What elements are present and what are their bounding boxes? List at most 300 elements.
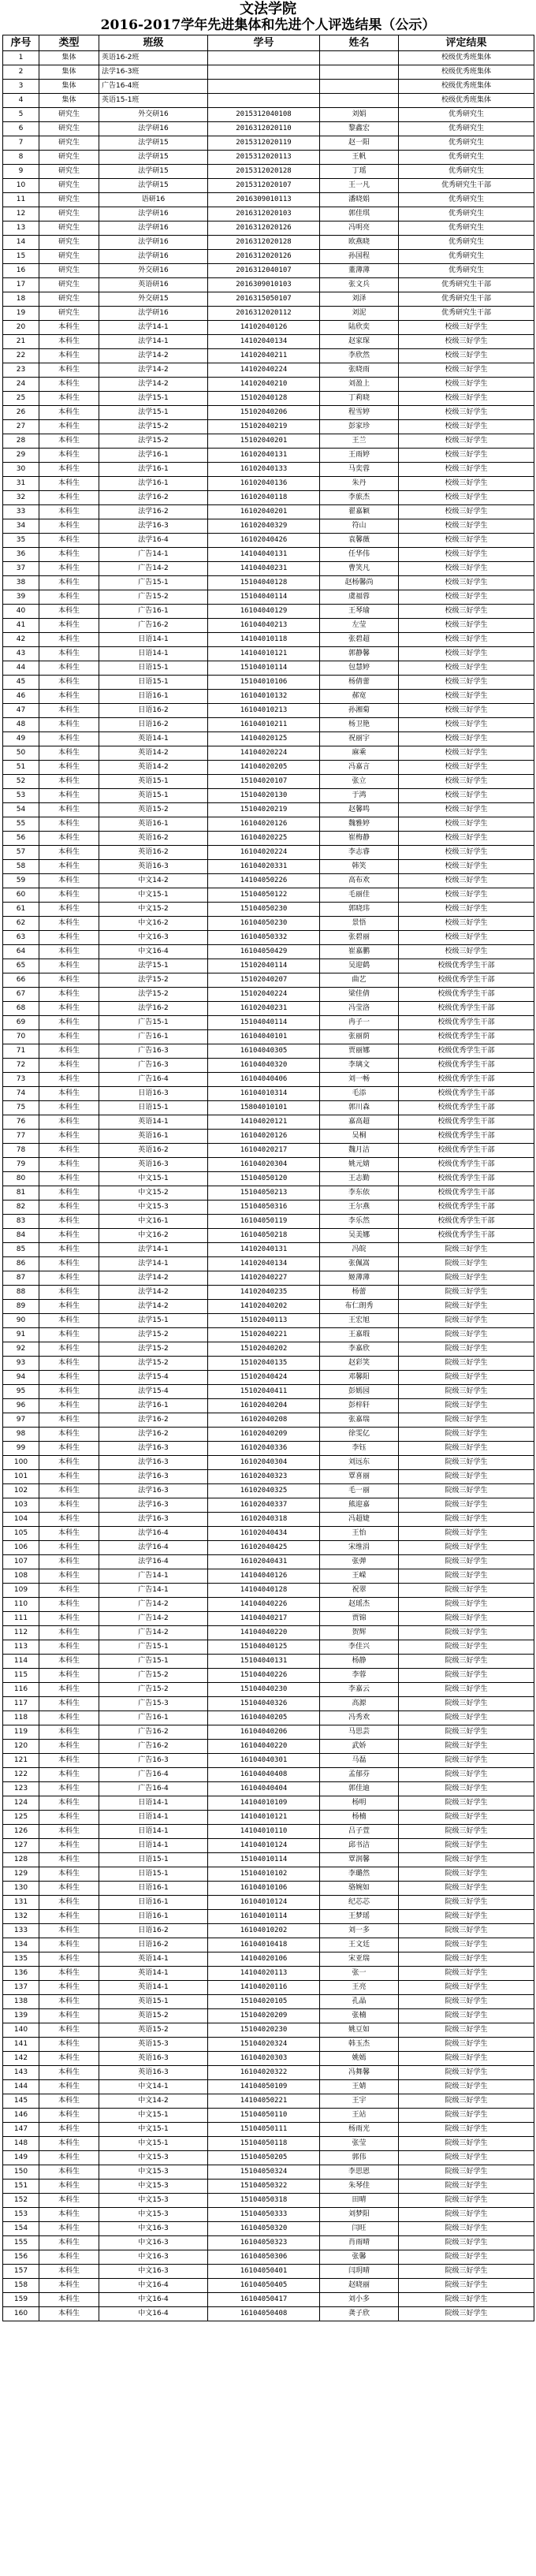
table-row <box>3 1825 534 1839</box>
table-row <box>3 1527 534 1541</box>
cell-result: 校级三好学生 <box>399 846 534 860</box>
cell-type: 集体 <box>39 94 99 108</box>
cell-index: 45 <box>3 676 39 690</box>
cell-result: 院级三好学生 <box>399 2165 534 2180</box>
cell-student-id: 15104050205 <box>208 2151 320 2165</box>
cell-type: 研究生 <box>39 193 99 207</box>
cell-student-id: 16104020224 <box>208 846 320 860</box>
cell-index: 132 <box>3 1910 39 1924</box>
cell-index: 8 <box>3 151 39 165</box>
cell-index: 16 <box>3 264 39 278</box>
cell-index: 31 <box>3 477 39 491</box>
cell-class: 日语15-1 <box>99 676 208 690</box>
table-row <box>3 1555 534 1569</box>
cell-index: 99 <box>3 1442 39 1456</box>
cell-name: 张楠 <box>320 2009 399 2023</box>
cell-index: 59 <box>3 874 39 888</box>
cell-type: 本科生 <box>39 1243 99 1257</box>
cell-result: 校级三好学生 <box>399 647 534 661</box>
cell-type: 本科生 <box>39 1286 99 1300</box>
table-row <box>3 349 534 363</box>
cell-name: 张嘉瑞 <box>320 1413 399 1428</box>
cell-student-id: 16102040425 <box>208 1541 320 1555</box>
table-row <box>3 1342 534 1357</box>
cell-result: 院级三好学生 <box>399 2109 534 2123</box>
table-row <box>3 2151 534 2165</box>
cell-name: 杨楠 <box>320 1811 399 1825</box>
cell-student-id: 16102040231 <box>208 1002 320 1016</box>
table-row <box>3 179 534 193</box>
cell-student-id: 16104040205 <box>208 1711 320 1725</box>
cell-result: 院级三好学生 <box>399 1569 534 1584</box>
cell-result: 院级三好学生 <box>399 1399 534 1413</box>
cell-type: 研究生 <box>39 278 99 292</box>
table-row <box>3 1115 534 1130</box>
table-row <box>3 1853 534 1867</box>
cell-class: 广告16-4班 <box>99 80 208 94</box>
cell-class: 中文16-4 <box>99 2293 208 2307</box>
table-row <box>3 562 534 576</box>
cell-type: 本科生 <box>39 690 99 704</box>
cell-index: 110 <box>3 1598 39 1612</box>
table-row <box>3 165 534 179</box>
cell-name: 姚元婧 <box>320 1158 399 1172</box>
cell-name: 王嘉瑕 <box>320 1328 399 1342</box>
cell-student-id: 14104040226 <box>208 1598 320 1612</box>
cell-index: 133 <box>3 1924 39 1938</box>
cell-index: 49 <box>3 732 39 746</box>
cell-class: 法学研15 <box>99 179 208 193</box>
cell-index: 140 <box>3 2023 39 2038</box>
cell-student-id: 16104020304 <box>208 1158 320 1172</box>
cell-class: 英语16-2 <box>99 832 208 846</box>
cell-type: 本科生 <box>39 420 99 434</box>
cell-result: 校级三好学生 <box>399 690 534 704</box>
cell-name: 邱书洁 <box>320 1839 399 1853</box>
cell-name: 刘盈上 <box>320 378 399 392</box>
cell-student-id: 15104010114 <box>208 1853 320 1867</box>
cell-class: 广告15-1 <box>99 1016 208 1030</box>
cell-result: 院级三好学生 <box>399 1967 534 1981</box>
cell-index: 100 <box>3 1456 39 1470</box>
column-header-name: 姓名 <box>320 35 399 51</box>
table-row <box>3 463 534 477</box>
cell-result: 院级三好学生 <box>399 1952 534 1967</box>
cell-index: 84 <box>3 1229 39 1243</box>
cell-name: 李佳兴 <box>320 1640 399 1655</box>
cell-name: 李嘉云 <box>320 1683 399 1697</box>
cell-student-id: 16104050401 <box>208 2265 320 2279</box>
cell-name: 闫旺 <box>320 2222 399 2236</box>
cell-type: 本科生 <box>39 477 99 491</box>
cell-type: 本科生 <box>39 1754 99 1768</box>
cell-result: 院级三好学生 <box>399 1328 534 1342</box>
cell-class: 英语14-1 <box>99 1952 208 1967</box>
cell-result: 校级三好学生 <box>399 406 534 420</box>
cell-class: 外交研16 <box>99 264 208 278</box>
cell-name: 王婧 <box>320 2080 399 2094</box>
cell-result: 优秀研究生 <box>399 207 534 221</box>
cell-type: 本科生 <box>39 988 99 1002</box>
cell-result: 院级三好学生 <box>399 1882 534 1896</box>
table-row <box>3 2009 534 2023</box>
cell-class: 中文15-1 <box>99 888 208 903</box>
cell-student-id: 2016312040107 <box>208 264 320 278</box>
cell-name: 李钰 <box>320 1442 399 1456</box>
cell-class: 法学14-1 <box>99 335 208 349</box>
cell-class: 英语15-1 <box>99 789 208 803</box>
cell-student-id: 16104020126 <box>208 817 320 832</box>
cell-class: 中文15-1 <box>99 2109 208 2123</box>
cell-index: 20 <box>3 321 39 335</box>
cell-result: 院级三好学生 <box>399 1456 534 1470</box>
cell-student-id: 16104010418 <box>208 1938 320 1952</box>
cell-name: 张莹 <box>320 2137 399 2151</box>
cell-name <box>320 94 399 108</box>
cell-index: 146 <box>3 2109 39 2123</box>
cell-name: 孙国程 <box>320 250 399 264</box>
cell-name: 李蓉 <box>320 1669 399 1683</box>
cell-index: 7 <box>3 136 39 151</box>
cell-class: 日语15-1 <box>99 1101 208 1115</box>
cell-class: 广告16-2 <box>99 619 208 633</box>
cell-student-id: 14104040220 <box>208 1626 320 1640</box>
cell-result: 校级优秀学生干部 <box>399 1059 534 1073</box>
cell-index: 151 <box>3 2180 39 2194</box>
cell-type: 本科生 <box>39 917 99 931</box>
table-row <box>3 65 534 80</box>
cell-result: 校级三好学生 <box>399 931 534 945</box>
table-row <box>3 1030 534 1044</box>
table-row <box>3 576 534 590</box>
cell-name: 赵家琛 <box>320 335 399 349</box>
cell-name: 崔嘉鹏 <box>320 945 399 959</box>
table-row <box>3 1725 534 1740</box>
cell-class: 英语16-2班 <box>99 51 208 65</box>
cell-index: 148 <box>3 2137 39 2151</box>
table-row <box>3 1144 534 1158</box>
cell-class: 法学研16 <box>99 236 208 250</box>
cell-class: 法学研16 <box>99 250 208 264</box>
cell-class: 广告16-4 <box>99 1782 208 1796</box>
cell-index: 138 <box>3 1995 39 2009</box>
cell-name: 孔晶 <box>320 1995 399 2009</box>
table-row <box>3 1399 534 1413</box>
cell-type: 本科生 <box>39 1825 99 1839</box>
cell-class: 中文16-2 <box>99 1229 208 1243</box>
cell-student-id: 14102040134 <box>208 1257 320 1271</box>
cell-class: 外交研16 <box>99 108 208 122</box>
column-header-type: 类型 <box>39 35 99 51</box>
cell-type: 集体 <box>39 65 99 80</box>
table-row <box>3 2265 534 2279</box>
cell-student-id: 14102040202 <box>208 1300 320 1314</box>
cell-index: 23 <box>3 363 39 378</box>
cell-class: 法学16-3 <box>99 1470 208 1484</box>
cell-type: 本科生 <box>39 1541 99 1555</box>
cell-class: 英语16-3 <box>99 2052 208 2066</box>
table-row <box>3 1938 534 1952</box>
cell-index: 73 <box>3 1073 39 1087</box>
cell-type: 本科生 <box>39 590 99 605</box>
cell-type: 本科生 <box>39 676 99 690</box>
cell-class: 法学16-4 <box>99 1527 208 1541</box>
cell-student-id: 2016312020126 <box>208 250 320 264</box>
cell-class: 法学16-1 <box>99 463 208 477</box>
cell-type: 研究生 <box>39 207 99 221</box>
cell-class: 日语16-3 <box>99 1087 208 1101</box>
cell-name: 刘一畅 <box>320 1073 399 1087</box>
cell-type: 本科生 <box>39 463 99 477</box>
cell-index: 144 <box>3 2080 39 2094</box>
cell-result: 校级三好学生 <box>399 619 534 633</box>
table-row <box>3 1967 534 1981</box>
cell-class: 法学研15 <box>99 165 208 179</box>
cell-index: 36 <box>3 548 39 562</box>
cell-student-id: 16104050429 <box>208 945 320 959</box>
cell-result: 院级三好学生 <box>399 2279 534 2293</box>
cell-index: 79 <box>3 1158 39 1172</box>
cell-result: 校级优秀学生干部 <box>399 1144 534 1158</box>
cell-type: 本科生 <box>39 1257 99 1271</box>
cell-name: 李思恩 <box>320 2165 399 2180</box>
cell-student-id: 16104020331 <box>208 860 320 874</box>
cell-type: 本科生 <box>39 491 99 505</box>
cell-result: 院级三好学生 <box>399 2094 534 2109</box>
cell-type: 本科生 <box>39 434 99 449</box>
cell-class: 法学15-1 <box>99 1314 208 1328</box>
cell-class: 英语15-2 <box>99 803 208 817</box>
table-row <box>3 917 534 931</box>
cell-index: 17 <box>3 278 39 292</box>
table-row <box>3 378 534 392</box>
cell-name: 吴桐 <box>320 1130 399 1144</box>
cell-name: 贾锦 <box>320 1612 399 1626</box>
cell-student-id: 14104040131 <box>208 548 320 562</box>
cell-student-id: 16104010106 <box>208 1882 320 1896</box>
cell-type: 本科生 <box>39 2094 99 2109</box>
cell-student-id: 15102040206 <box>208 406 320 420</box>
cell-name: 李乐然 <box>320 1215 399 1229</box>
table-row <box>3 278 534 292</box>
cell-type: 本科生 <box>39 1101 99 1115</box>
cell-result: 校级优秀学生干部 <box>399 1030 534 1044</box>
table-row <box>3 619 534 633</box>
cell-result: 院级三好学生 <box>399 1612 534 1626</box>
cell-name: 贺辉 <box>320 1626 399 1640</box>
cell-index: 25 <box>3 392 39 406</box>
cell-result: 优秀研究生 <box>399 264 534 278</box>
table-row <box>3 732 534 746</box>
cell-name: 冯超婕 <box>320 1513 399 1527</box>
cell-index: 81 <box>3 1186 39 1201</box>
cell-student-id: 15104020209 <box>208 2009 320 2023</box>
cell-student-id: 14104020106 <box>208 1952 320 1967</box>
table-row <box>3 1215 534 1229</box>
cell-class: 法学15-1 <box>99 392 208 406</box>
cell-name: 李璐然 <box>320 1867 399 1882</box>
cell-type: 本科生 <box>39 1073 99 1087</box>
cell-class: 法学14-2 <box>99 1286 208 1300</box>
cell-result: 校级优秀班集体 <box>399 80 534 94</box>
table-row <box>3 1130 534 1144</box>
table-row <box>3 420 534 434</box>
cell-class: 中文14-2 <box>99 874 208 888</box>
cell-type: 研究生 <box>39 151 99 165</box>
cell-name: 张馨 <box>320 2250 399 2265</box>
cell-name: 孟郁芬 <box>320 1768 399 1782</box>
table-row <box>3 1882 534 1896</box>
cell-student-id: 16104040206 <box>208 1725 320 1740</box>
cell-class: 法学研15 <box>99 136 208 151</box>
cell-result: 院级三好学生 <box>399 1484 534 1498</box>
table-row <box>3 1044 534 1059</box>
cell-type: 本科生 <box>39 1640 99 1655</box>
cell-class: 法学16-2 <box>99 1002 208 1016</box>
cell-result: 优秀研究生 <box>399 250 534 264</box>
cell-result: 院级三好学生 <box>399 1683 534 1697</box>
cell-index: 97 <box>3 1413 39 1428</box>
cell-name: 崔梅静 <box>320 832 399 846</box>
cell-name: 王尔燕 <box>320 1201 399 1215</box>
cell-type: 本科生 <box>39 633 99 647</box>
cell-name: 刘远东 <box>320 1456 399 1470</box>
cell-student-id: 16102040118 <box>208 491 320 505</box>
cell-class: 法学研16 <box>99 122 208 136</box>
cell-result: 院级三好学生 <box>399 1725 534 1740</box>
table-row <box>3 548 534 562</box>
cell-type: 本科生 <box>39 1144 99 1158</box>
cell-type: 本科生 <box>39 1938 99 1952</box>
table-row <box>3 690 534 704</box>
cell-name: 张弹 <box>320 1555 399 1569</box>
cell-class: 广告14-2 <box>99 1612 208 1626</box>
cell-index: 122 <box>3 1768 39 1782</box>
table-row <box>3 519 534 534</box>
cell-class: 法学15-2 <box>99 434 208 449</box>
cell-type: 本科生 <box>39 449 99 463</box>
table-row <box>3 832 534 846</box>
cell-student-id: 16102040201 <box>208 505 320 519</box>
cell-name: 赵晓丽 <box>320 2279 399 2293</box>
cell-index: 104 <box>3 1513 39 1527</box>
cell-index: 153 <box>3 2208 39 2222</box>
cell-class: 中文16-3 <box>99 2250 208 2265</box>
cell-result: 院级三好学生 <box>399 2307 534 2321</box>
cell-type: 研究生 <box>39 307 99 321</box>
cell-class: 英语15-2 <box>99 2009 208 2023</box>
cell-index: 90 <box>3 1314 39 1328</box>
cell-result: 院级三好学生 <box>399 1498 534 1513</box>
table-row <box>3 1697 534 1711</box>
cell-class: 法学16-3班 <box>99 65 208 80</box>
cell-student-id: 16104010211 <box>208 718 320 732</box>
cell-student-id: 14102040131 <box>208 1243 320 1257</box>
cell-index: 11 <box>3 193 39 207</box>
cell-type: 本科生 <box>39 973 99 988</box>
table-row <box>3 1371 534 1385</box>
cell-student-id: 16104040213 <box>208 619 320 633</box>
cell-type: 本科生 <box>39 1598 99 1612</box>
table-row <box>3 903 534 917</box>
cell-class: 法学16-2 <box>99 1428 208 1442</box>
cell-result: 院级三好学生 <box>399 1938 534 1952</box>
cell-name: 韩玉杰 <box>320 2038 399 2052</box>
cell-type: 本科生 <box>39 576 99 590</box>
cell-student-id: 16102040204 <box>208 1399 320 1413</box>
cell-student-id: 14104040128 <box>208 1584 320 1598</box>
table-row <box>3 1740 534 1754</box>
cell-index: 142 <box>3 2052 39 2066</box>
cell-name: 李嘉欣 <box>320 1342 399 1357</box>
cell-name: 王亮 <box>320 1981 399 1995</box>
cell-name: 董薄薄 <box>320 264 399 278</box>
cell-student-id: 14104040126 <box>208 1569 320 1584</box>
cell-result: 院级三好学生 <box>399 1910 534 1924</box>
cell-student-id: 16102040131 <box>208 449 320 463</box>
cell-student-id: 15104040131 <box>208 1655 320 1669</box>
cell-type: 本科生 <box>39 2066 99 2080</box>
cell-result: 校级优秀学生干部 <box>399 1215 534 1229</box>
table-row <box>3 292 534 307</box>
cell-index: 5 <box>3 108 39 122</box>
cell-index: 77 <box>3 1130 39 1144</box>
cell-result: 校级三好学生 <box>399 661 534 676</box>
cell-student-id: 16104040408 <box>208 1768 320 1782</box>
table-row <box>3 1201 534 1215</box>
cell-index: 115 <box>3 1669 39 1683</box>
cell-student-id: 14102040211 <box>208 349 320 363</box>
cell-type: 本科生 <box>39 1456 99 1470</box>
cell-index: 134 <box>3 1938 39 1952</box>
cell-type: 本科生 <box>39 378 99 392</box>
table-row <box>3 2023 534 2038</box>
cell-class: 中文15-1 <box>99 1172 208 1186</box>
cell-name: 王嵘 <box>320 1569 399 1584</box>
cell-index: 78 <box>3 1144 39 1158</box>
cell-result: 校级优秀学生干部 <box>399 1172 534 1186</box>
cell-name: 嘉高超 <box>320 1115 399 1130</box>
cell-result: 校级三好学生 <box>399 605 534 619</box>
cell-name: 宋维涓 <box>320 1541 399 1555</box>
cell-student-id: 15104050120 <box>208 1172 320 1186</box>
cell-name: 姚嫣 <box>320 2052 399 2066</box>
cell-result: 院级三好学生 <box>399 1243 534 1257</box>
table-row <box>3 1811 534 1825</box>
cell-index: 37 <box>3 562 39 576</box>
cell-type: 本科生 <box>39 846 99 860</box>
table-row <box>3 2180 534 2194</box>
cell-class: 法学研15 <box>99 151 208 165</box>
cell-student-id: 16104040404 <box>208 1782 320 1796</box>
cell-class: 中文15-3 <box>99 2194 208 2208</box>
cell-type: 本科生 <box>39 647 99 661</box>
cell-type: 本科生 <box>39 1413 99 1428</box>
cell-name: 张晓雨 <box>320 363 399 378</box>
cell-type: 本科生 <box>39 1428 99 1442</box>
cell-type: 本科生 <box>39 1158 99 1172</box>
cell-student-id: 16104010132 <box>208 690 320 704</box>
table-row <box>3 1569 534 1584</box>
table-row <box>3 136 534 151</box>
cell-class: 中文15-3 <box>99 2208 208 2222</box>
cell-type: 本科生 <box>39 1229 99 1243</box>
cell-type: 本科生 <box>39 888 99 903</box>
table-row <box>3 1172 534 1186</box>
cell-student-id: 14104010124 <box>208 1839 320 1853</box>
cell-type: 本科生 <box>39 2109 99 2123</box>
cell-result: 校级三好学生 <box>399 519 534 534</box>
